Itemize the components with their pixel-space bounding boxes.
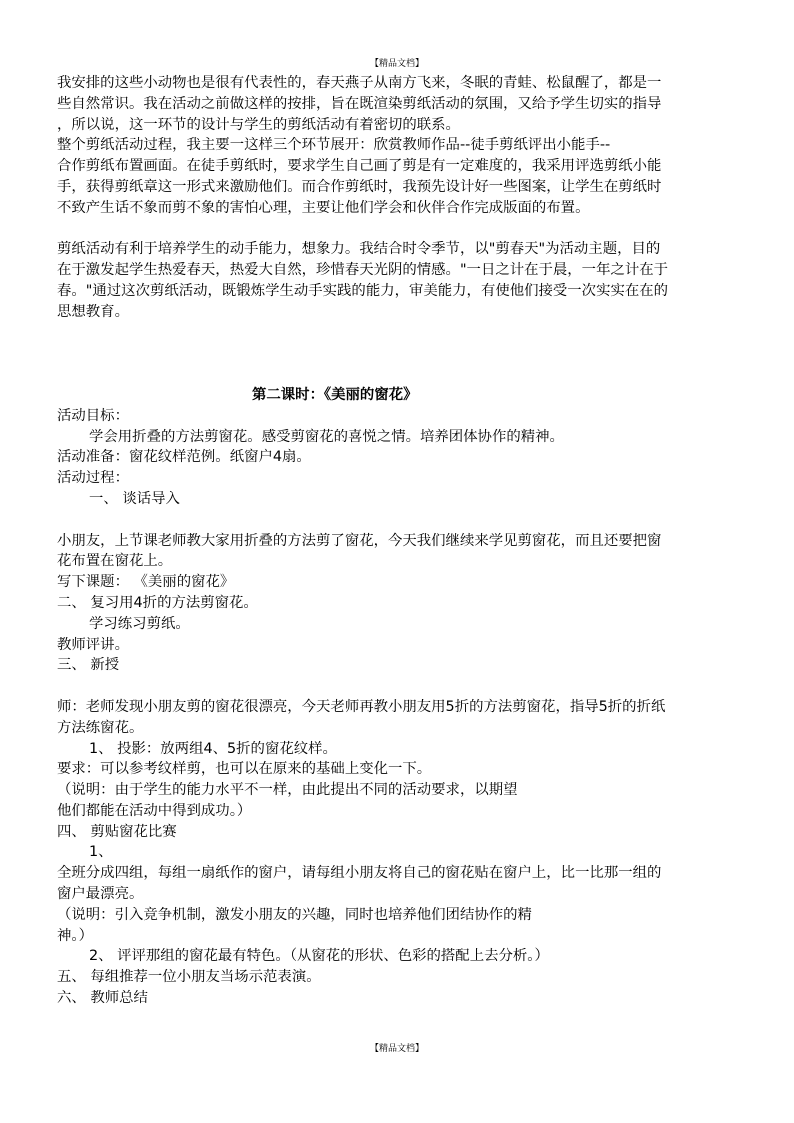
- text-line: 师：老师发现小朋友剪的窗花很漂亮，今天老师再教小朋友用5折的方法剪窗花，指导5折的折纸: [57, 698, 666, 715]
- text-line: 花布置在窗花上。: [57, 553, 173, 570]
- text-line: 全班分成四组，每组一扇纸作的窗户，请每组小朋友将自己的窗花贴在窗户上，比一比那一组的: [57, 865, 662, 882]
- text-line: 1、: [89, 844, 113, 861]
- text-line: 我安排的这些小动物也是很有代表性的，春天燕子从南方飞来，冬眠的青蛙、松鼠醒了，都是一: [57, 75, 662, 91]
- text-line: 学会用折叠的方法剪窗花。感受剪窗花的喜悦之情。培养团体协作的精神。: [89, 428, 564, 445]
- text-line: 小朋友，上节课老师教大家用折叠的方法剪了窗花，今天我们继续来学见剪窗花，而且还要把窗: [57, 532, 662, 549]
- text-line: 不致产生话不象而剪不象的害怕心理，主要让他们学会和伙伴合作完成版面的布置。: [57, 199, 590, 216]
- text-line: 活动准备：窗花纹样范例。纸窗户4扇。: [57, 449, 311, 466]
- lesson-title: 第二课时：《美丽的窗花》: [252, 386, 418, 403]
- text-line: 活动目标：: [57, 407, 129, 424]
- text-line: （说明：由于学生的能力水平不一样，由此提出不同的活动要求，以期望: [57, 782, 518, 799]
- text-line: 要求：可以参考纹样剪，也可以在原来的基础上变化一下。: [57, 761, 432, 778]
- text-line: 方法练窗花。: [57, 719, 144, 736]
- text-line: 窗户最漂亮。: [57, 886, 144, 903]
- section-heading: 三、 新授: [57, 657, 120, 674]
- section-heading: 一、 谈话导入: [89, 490, 180, 507]
- text-line: 活动过程：: [57, 470, 129, 487]
- text-line: 写下课题： 《美丽的窗花》: [57, 574, 235, 591]
- page-footer: 【精品文档】: [369, 1044, 424, 1054]
- section-heading: 四、 剪贴窗花比赛: [57, 823, 177, 840]
- text-line: 1、 投影：放两组4、5折的窗花纹样。: [89, 740, 337, 757]
- document-body: [57, 73, 739, 1009]
- text-line: 剪纸活动有利于培养学生的动手能力，想象力。我结合时令季节，以"剪春天"为活动主题，目的: [57, 241, 661, 258]
- text-line: 教师评讲。: [57, 636, 129, 653]
- text-line: 2、 评评那组的窗花最有特色。（从窗花的形状、色彩的搭配上去分析。）: [89, 948, 549, 965]
- text-line: 些自然常识。我在活动之前做这样的按排，旨在既渲染剪纸活动的氛围，又给予学生切实的指导: [57, 95, 662, 112]
- text-line: 在于激发起学生热爱春天，热爱大自然，珍惜春天光阴的情感。"一日之计在于晨，一年之计在于: [57, 262, 669, 279]
- text-line: ，所以说，这一环节的设计与学生的剪纸活动有着密切的联系。: [57, 116, 460, 133]
- text-line: 思想教育。: [57, 303, 129, 320]
- section-heading: 六、 教师总结: [57, 990, 148, 1007]
- section-heading: 二、 复习用4折的方法剪窗花。: [57, 594, 258, 611]
- text-line: 合作剪纸布置画面。在徒手剪纸时，要求学生自己画了剪是有一定难度的，我采用评选剪纸小能: [57, 158, 662, 175]
- text-line: 神。）: [57, 927, 93, 944]
- text-line: （说明：引入竞争机制，激发小朋友的兴趣，同时也培养他们团结协作的精: [57, 906, 532, 923]
- text-line: 他们都能在活动中得到成功。）: [57, 802, 252, 819]
- text-line: 手，获得剪纸章这一形式来激励他们。而合作剪纸时，我预先设计好一些图案，让学生在剪纸时: [57, 178, 662, 195]
- text-line: 春。"通过这次剪纸活动，既锻炼学生动手实践的能力，审美能力，有使他们接受一次实实在在的: [57, 282, 669, 299]
- text-line: 学习练习剪纸。: [89, 615, 190, 632]
- text-line: 整个剪纸活动过程，我主要一这样三个环节展开：欣赏教师作品--徒手剪纸评出小能手--: [57, 137, 611, 154]
- section-heading: 五、 每组推荐一位小朋友当场示范表演。: [57, 969, 321, 986]
- page-header: 【精品文档】: [369, 59, 424, 69]
